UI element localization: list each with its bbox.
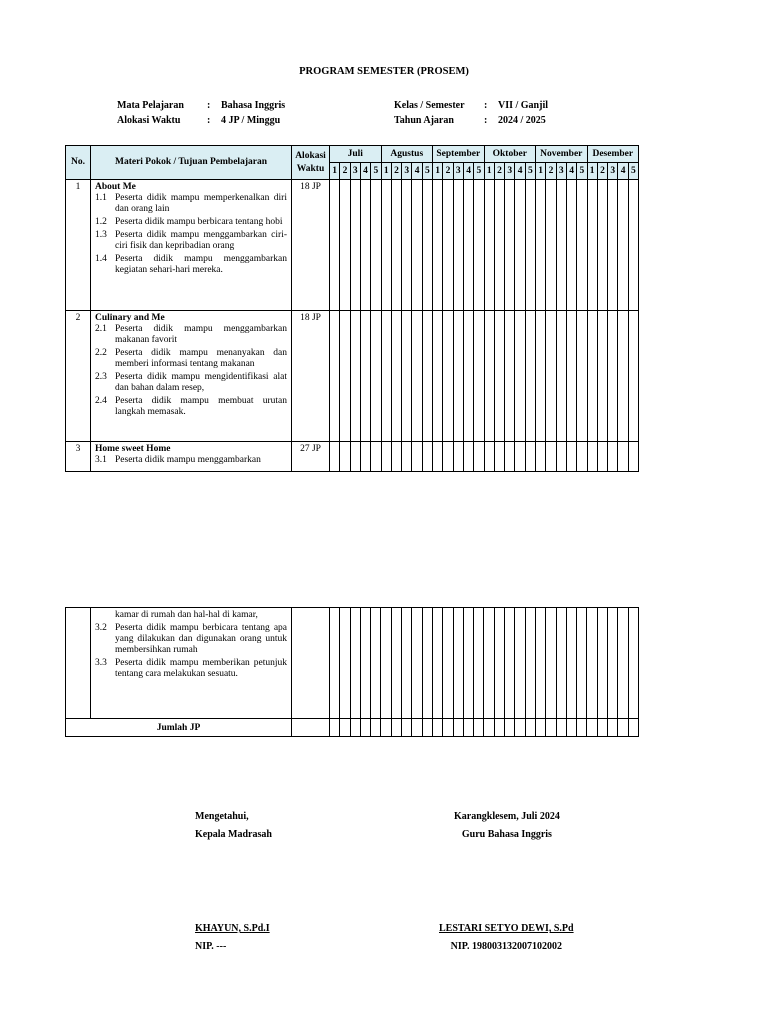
week-cell xyxy=(412,311,422,442)
materi-cell xyxy=(91,311,292,442)
week-cell xyxy=(597,608,607,719)
total-row xyxy=(66,719,639,737)
week-cell xyxy=(432,719,442,737)
week-header: 1 xyxy=(381,163,391,180)
week-cell xyxy=(340,719,350,737)
week-header: 5 xyxy=(577,163,587,180)
sig-left-name: KHAYUN, S.Pd.I xyxy=(195,923,270,934)
week-cell xyxy=(494,442,504,472)
objective-text: kamar di rumah dan hal-hal di kamar, xyxy=(115,610,258,620)
row-number: 2 xyxy=(66,311,91,442)
week-cell xyxy=(525,719,535,737)
week-cell xyxy=(525,311,535,442)
week-cell xyxy=(484,442,494,472)
week-cell xyxy=(556,719,566,737)
week-cell xyxy=(330,311,340,442)
week-cell xyxy=(515,180,525,311)
week-cell xyxy=(453,608,463,719)
week-cell xyxy=(577,311,587,442)
week-cell xyxy=(422,311,432,442)
week-cell xyxy=(474,442,484,472)
week-header: 4 xyxy=(463,163,473,180)
week-cell xyxy=(463,311,473,442)
learning-objective xyxy=(95,623,287,656)
week-cell xyxy=(330,442,340,472)
week-cell xyxy=(474,608,484,719)
info-right xyxy=(394,98,548,128)
week-cell xyxy=(391,719,401,737)
table-row xyxy=(66,180,639,311)
week-cell xyxy=(608,719,618,737)
week-cell xyxy=(433,180,443,311)
week-cell xyxy=(463,719,473,737)
sig-right-line1: Karangklesem, Juli 2024 xyxy=(454,811,560,822)
week-cell xyxy=(525,180,535,311)
materi-cell xyxy=(91,180,292,311)
week-header: 2 xyxy=(443,163,453,180)
header-no: No. xyxy=(66,146,91,180)
week-cell xyxy=(443,719,453,737)
week-cell xyxy=(566,180,576,311)
week-cell xyxy=(340,180,350,311)
signature-right-name xyxy=(439,920,574,956)
week-cell xyxy=(546,180,556,311)
week-cell xyxy=(525,442,535,472)
week-cell xyxy=(463,180,473,311)
week-cell xyxy=(402,719,412,737)
materi-cell xyxy=(91,608,292,719)
week-cell xyxy=(515,442,525,472)
week-cell xyxy=(391,311,401,442)
learning-objective xyxy=(95,230,287,252)
week-cell xyxy=(402,608,412,719)
week-header: 3 xyxy=(608,163,618,180)
week-cell xyxy=(443,311,453,442)
objective-text: Peserta didik mampu berbicara tentang apa yang dilakukan dan digunakan orang untuk membersihkan rumah xyxy=(115,623,287,655)
week-cell xyxy=(505,311,515,442)
week-header: 2 xyxy=(546,163,556,180)
week-header: 1 xyxy=(433,163,443,180)
week-cell xyxy=(608,442,618,472)
objective-number: 2.1 xyxy=(95,324,107,334)
week-cell xyxy=(494,180,504,311)
week-cell xyxy=(340,311,350,442)
week-cell xyxy=(350,442,360,472)
week-cell xyxy=(566,608,576,719)
week-cell xyxy=(433,311,443,442)
signature-left-name xyxy=(195,920,270,956)
week-cell xyxy=(628,180,638,311)
week-cell xyxy=(597,719,607,737)
learning-objective xyxy=(95,193,287,215)
week-cell xyxy=(556,180,566,311)
week-cell xyxy=(628,719,638,737)
week-cell xyxy=(597,180,607,311)
objective-number: 3.2 xyxy=(95,623,107,633)
week-cell xyxy=(556,442,566,472)
week-header: 4 xyxy=(515,163,525,180)
week-cell xyxy=(597,311,607,442)
week-cell xyxy=(577,442,587,472)
signature-right xyxy=(454,808,560,844)
week-cell xyxy=(474,180,484,311)
week-cell xyxy=(330,719,340,737)
week-cell xyxy=(505,180,515,311)
week-cell xyxy=(350,719,360,737)
topic-title: Culinary and Me xyxy=(95,313,165,323)
week-header: 4 xyxy=(360,163,370,180)
row-number: 3 xyxy=(66,442,91,472)
week-header: 5 xyxy=(371,163,381,180)
total-value xyxy=(292,719,330,737)
sig-left-line2: Kepala Madrasah xyxy=(195,829,272,840)
week-cell xyxy=(350,608,360,719)
week-cell xyxy=(391,608,401,719)
objective-text: Peserta didik mampu memberikan petunjuk tentang cara melakukan sesuatu. xyxy=(115,658,287,679)
week-cell xyxy=(422,442,432,472)
week-cell xyxy=(505,719,515,737)
week-cell xyxy=(484,719,494,737)
learning-objective xyxy=(95,658,287,680)
learning-objective xyxy=(95,455,287,466)
week-cell xyxy=(402,442,412,472)
week-header: 1 xyxy=(330,163,340,180)
objective-text: Peserta didik mampu menanyakan dan memberi informasi tentang makanan xyxy=(115,348,287,369)
week-cell xyxy=(587,442,597,472)
objective-number xyxy=(95,610,115,621)
week-cell xyxy=(412,719,422,737)
week-cell xyxy=(587,180,597,311)
alokasi-cell: 27 JP xyxy=(292,442,330,472)
week-cell xyxy=(412,442,422,472)
sig-left-line1: Mengetahui, xyxy=(195,811,249,822)
week-cell xyxy=(484,311,494,442)
table-row xyxy=(66,608,639,719)
week-cell xyxy=(453,442,463,472)
week-cell xyxy=(525,608,535,719)
week-cell xyxy=(474,311,484,442)
week-cell xyxy=(566,311,576,442)
week-cell xyxy=(628,311,638,442)
week-cell xyxy=(381,608,391,719)
header-month: Agustus xyxy=(381,146,432,163)
info-row-year: Tahun Ajaran : 2024 / 2025 xyxy=(394,115,546,126)
week-cell xyxy=(556,311,566,442)
week-cell xyxy=(587,608,597,719)
alokasi-cell: 18 JP xyxy=(292,180,330,311)
week-cell xyxy=(360,442,370,472)
week-cell xyxy=(597,442,607,472)
week-cell xyxy=(402,180,412,311)
week-header: 3 xyxy=(556,163,566,180)
week-cell xyxy=(536,311,546,442)
header-materi: Materi Pokok / Tujuan Pembelajaran xyxy=(91,146,292,180)
week-header: 4 xyxy=(412,163,422,180)
objective-number: 2.2 xyxy=(95,348,107,358)
week-cell xyxy=(505,608,515,719)
week-cell xyxy=(381,719,391,737)
week-cell xyxy=(371,719,381,737)
objective-number: 2.3 xyxy=(95,372,107,382)
week-cell xyxy=(515,311,525,442)
week-header: 2 xyxy=(494,163,504,180)
week-cell xyxy=(443,608,453,719)
row-number xyxy=(66,608,91,719)
week-cell xyxy=(587,719,597,737)
week-cell xyxy=(391,442,401,472)
week-cell xyxy=(515,608,525,719)
week-header: 4 xyxy=(618,163,628,180)
week-cell xyxy=(618,719,628,737)
objective-text: Peserta didik mampu menggambarkan xyxy=(115,455,261,465)
week-cell xyxy=(443,442,453,472)
week-header: 1 xyxy=(536,163,546,180)
week-cell xyxy=(536,442,546,472)
week-cell xyxy=(535,608,545,719)
week-cell xyxy=(608,180,618,311)
objective-number: 1.3 xyxy=(95,230,107,240)
objective-number: 3.3 xyxy=(95,658,107,668)
learning-objective xyxy=(95,217,287,228)
topic-title: Home sweet Home xyxy=(95,444,171,454)
prosem-table-continued xyxy=(65,607,639,737)
week-cell xyxy=(618,442,628,472)
alokasi-cell xyxy=(292,608,330,719)
week-cell xyxy=(494,311,504,442)
week-cell xyxy=(608,608,618,719)
week-cell xyxy=(546,311,556,442)
week-cell xyxy=(330,180,340,311)
signature-left xyxy=(195,808,272,844)
week-cell xyxy=(474,719,484,737)
week-cell xyxy=(330,608,340,719)
sig-right-line2: Guru Bahasa Inggris xyxy=(461,829,552,840)
week-cell xyxy=(360,311,370,442)
table-row xyxy=(66,442,639,472)
learning-objective xyxy=(95,348,287,370)
week-cell xyxy=(618,180,628,311)
week-header: 3 xyxy=(402,163,412,180)
learning-objective xyxy=(95,396,287,418)
week-cell xyxy=(515,719,525,737)
week-cell xyxy=(340,442,350,472)
week-cell xyxy=(340,608,350,719)
prosem-table xyxy=(65,145,639,472)
info-left xyxy=(117,98,285,128)
week-header: 3 xyxy=(505,163,515,180)
header-alokasi: Alokasi Waktu xyxy=(292,146,330,180)
week-cell xyxy=(494,719,504,737)
objective-text: Peserta didik mampu berbicara tentang hobi xyxy=(115,217,283,227)
header-month: Oktober xyxy=(484,146,535,163)
total-label: Jumlah JP xyxy=(66,719,292,737)
header-month: Desember xyxy=(587,146,639,163)
week-cell xyxy=(535,719,545,737)
week-cell xyxy=(628,442,638,472)
page-title: PROGRAM SEMESTER (PROSEM) xyxy=(299,66,469,77)
week-header: 1 xyxy=(587,163,597,180)
week-header: 2 xyxy=(391,163,401,180)
week-cell xyxy=(463,608,473,719)
objective-text: Peserta didik mampu menggambarkan kegiatan sehari-hari mereka. xyxy=(115,254,287,275)
week-cell xyxy=(546,442,556,472)
header-month: September xyxy=(433,146,485,163)
week-cell xyxy=(412,180,422,311)
objective-text: Peserta didik mampu mengidentifikasi alat dan bahan dalam resep, xyxy=(115,372,287,393)
week-cell xyxy=(494,608,504,719)
header-month: November xyxy=(536,146,588,163)
objective-text: Peserta didik mampu memperkenalkan diri dan orang lain xyxy=(115,193,287,214)
week-header: 5 xyxy=(422,163,432,180)
week-cell xyxy=(371,442,381,472)
objective-number: 1.2 xyxy=(95,217,107,227)
week-cell xyxy=(422,608,432,719)
week-cell xyxy=(433,442,443,472)
week-cell xyxy=(360,719,370,737)
week-cell xyxy=(381,180,391,311)
objective-number: 1.1 xyxy=(95,193,107,203)
week-cell xyxy=(577,180,587,311)
header-month: Juli xyxy=(330,146,382,163)
week-cell xyxy=(371,608,381,719)
week-cell xyxy=(566,719,576,737)
sig-right-nip: NIP. 198003132007102002 xyxy=(450,941,562,952)
row-number: 1 xyxy=(66,180,91,311)
info-row-subject: Mata Pelajaran : Bahasa Inggris xyxy=(117,100,286,111)
week-cell xyxy=(546,719,556,737)
week-header: 2 xyxy=(340,163,350,180)
objective-number: 1.4 xyxy=(95,254,107,264)
learning-objective xyxy=(95,324,287,346)
week-header: 3 xyxy=(453,163,463,180)
sig-right-name: LESTARI SETYO DEWI, S.Pd xyxy=(439,923,574,934)
week-cell xyxy=(587,311,597,442)
week-cell xyxy=(350,180,360,311)
week-header: 5 xyxy=(525,163,535,180)
week-cell xyxy=(350,311,360,442)
week-cell xyxy=(505,442,515,472)
week-cell xyxy=(453,180,463,311)
info-row-class: Kelas / Semester : VII / Ganjil xyxy=(394,100,549,111)
week-cell xyxy=(577,608,587,719)
week-cell xyxy=(536,180,546,311)
week-cell xyxy=(422,180,432,311)
info-row-time: Alokasi Waktu : 4 JP / Minggu xyxy=(117,115,281,126)
objective-number: 3.1 xyxy=(95,455,107,465)
week-cell xyxy=(391,180,401,311)
week-header: 5 xyxy=(474,163,484,180)
learning-objective xyxy=(95,372,287,394)
week-cell xyxy=(628,608,638,719)
week-cell xyxy=(618,311,628,442)
week-header: 3 xyxy=(350,163,360,180)
materi-cell xyxy=(91,442,292,472)
topic-title: About Me xyxy=(95,182,136,192)
table-row xyxy=(66,311,639,442)
week-cell xyxy=(608,311,618,442)
week-cell xyxy=(360,180,370,311)
week-cell xyxy=(422,719,432,737)
objective-number: 2.4 xyxy=(95,396,107,406)
week-header: 5 xyxy=(628,163,638,180)
week-header: 2 xyxy=(597,163,607,180)
objective-text: Peserta didik mampu membuat urutan langkah memasak. xyxy=(115,396,287,417)
objective-text: Peserta didik mampu menggambarkan ciri-ciri fisik dan kepribadian orang xyxy=(115,230,287,251)
week-header: 4 xyxy=(566,163,576,180)
week-cell xyxy=(402,311,412,442)
week-cell xyxy=(566,442,576,472)
week-cell xyxy=(618,608,628,719)
week-cell xyxy=(484,180,494,311)
week-cell xyxy=(453,311,463,442)
objective-text: Peserta didik mampu menggambarkan makanan favorit xyxy=(115,324,287,345)
learning-objective xyxy=(95,610,287,621)
week-cell xyxy=(381,311,391,442)
week-cell xyxy=(443,180,453,311)
week-cell xyxy=(546,608,556,719)
learning-objective xyxy=(95,254,287,276)
week-cell xyxy=(577,719,587,737)
week-cell xyxy=(371,311,381,442)
week-cell xyxy=(556,608,566,719)
week-cell xyxy=(432,608,442,719)
week-cell xyxy=(381,442,391,472)
week-cell xyxy=(453,719,463,737)
week-cell xyxy=(484,608,494,719)
week-header: 1 xyxy=(484,163,494,180)
sig-left-nip: NIP. --- xyxy=(195,941,227,952)
week-cell xyxy=(360,608,370,719)
alokasi-cell: 18 JP xyxy=(292,311,330,442)
week-cell xyxy=(412,608,422,719)
week-cell xyxy=(463,442,473,472)
week-cell xyxy=(371,180,381,311)
